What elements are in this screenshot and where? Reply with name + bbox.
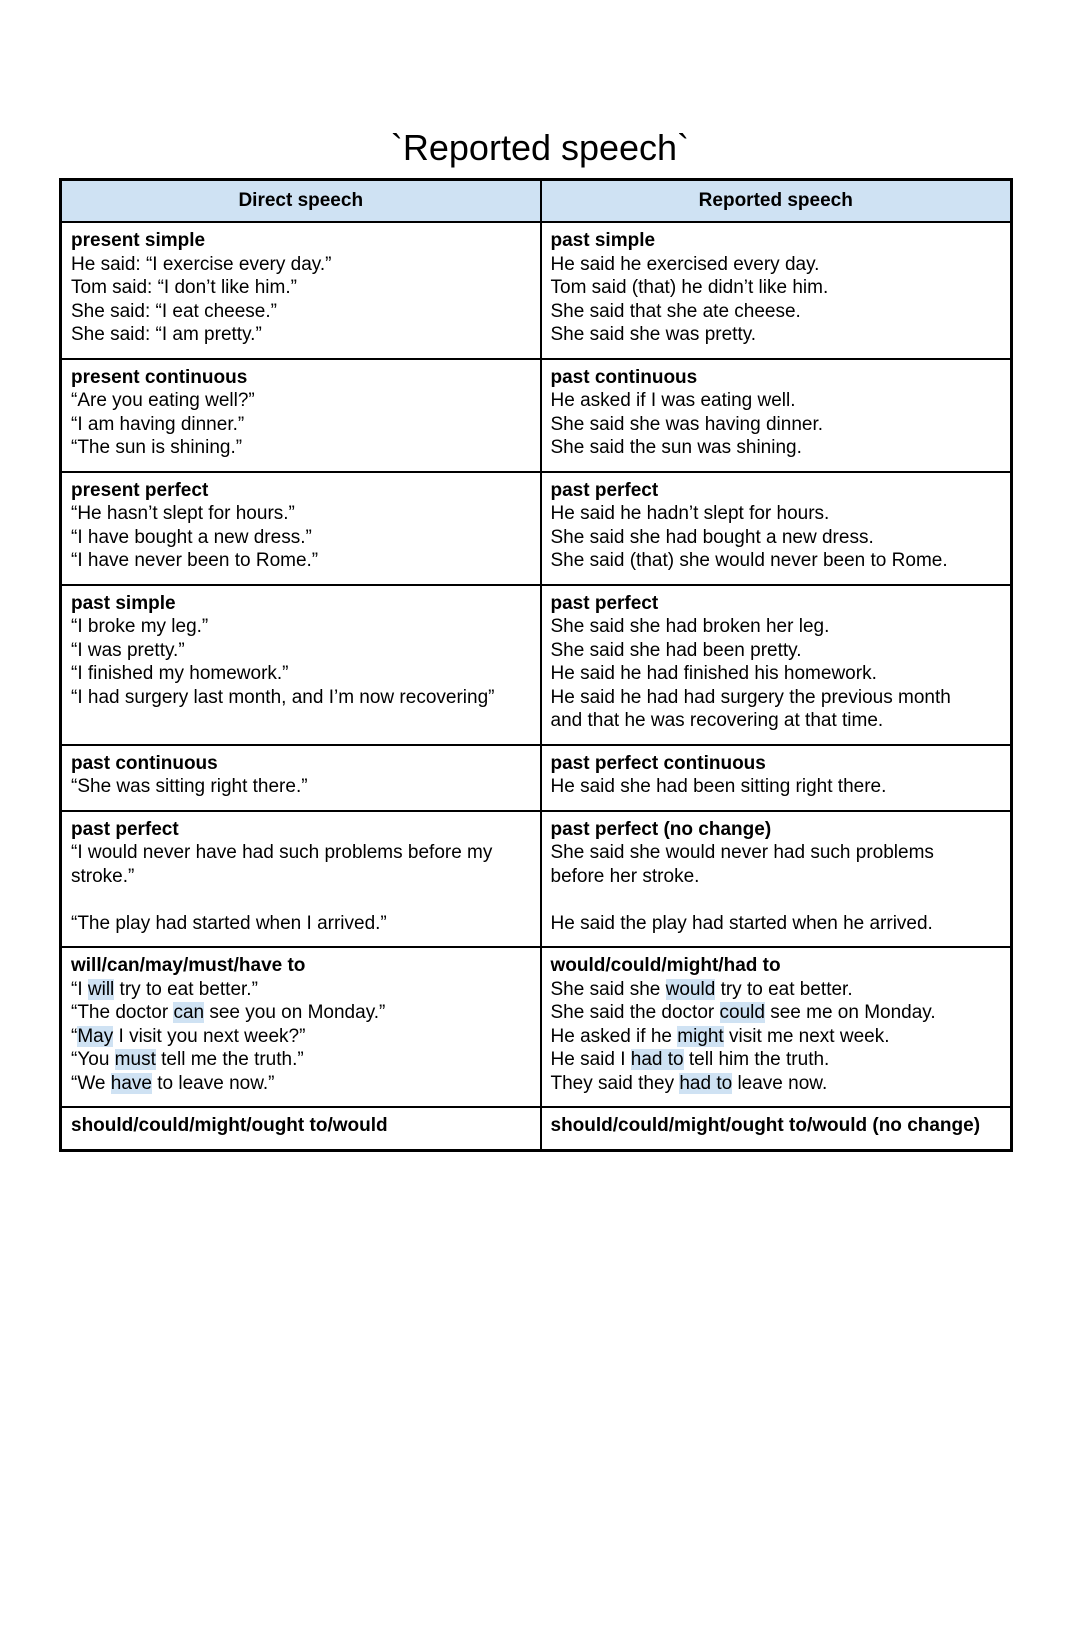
example-line: “Are you eating well?” — [71, 390, 255, 411]
example-line: “The sun is shining.” — [71, 437, 243, 458]
table-row — [61, 811, 1012, 948]
cell-reported — [541, 585, 1012, 745]
tense-heading: present perfect — [71, 479, 209, 501]
cell-reported — [541, 222, 1012, 359]
example-line: She said she had bought a new dress. — [550, 526, 874, 548]
text-segment: leave now. — [732, 1072, 828, 1094]
tense-heading: present continuous — [71, 366, 248, 388]
example-line: She said: “I eat cheese.” — [71, 300, 277, 322]
table-header-row — [61, 180, 1012, 223]
example-line — [551, 1048, 1002, 1072]
cell-direct — [61, 947, 541, 1107]
example-line: “I had surgery last month, and I’m now recovering” — [71, 686, 495, 708]
example-line — [71, 1025, 531, 1049]
cell-direct — [61, 472, 541, 585]
tense-heading: past perfect continuous — [550, 752, 766, 774]
table-row — [61, 222, 1012, 359]
table-row — [61, 745, 1012, 811]
example-line: Tom said: “I don’t like him.” — [71, 277, 297, 298]
cell-reported — [541, 745, 1012, 811]
example-line: He said he had finished his homework. — [550, 663, 877, 684]
text-segment: “ — [71, 1025, 78, 1047]
tense-heading: present simple — [71, 230, 206, 251]
example-line: He said the play had started when he arrived. — [550, 912, 933, 934]
highlighted-modal-word: will — [87, 978, 115, 1000]
text-segment: tell him the truth. — [683, 1049, 830, 1070]
highlighted-modal-word: had to — [630, 1049, 684, 1070]
example-line — [551, 1072, 1002, 1096]
example-line: He said he hadn’t slept for hours. — [550, 503, 830, 524]
table-row — [61, 947, 1012, 1107]
tense-heading: past continuous — [550, 366, 698, 388]
blank-line — [551, 888, 1002, 912]
example-line: “I was pretty.” — [71, 639, 185, 661]
tense-heading: will/can/may/must/have to — [71, 955, 306, 976]
text-segment: “You — [71, 1049, 115, 1070]
example-line: “I finished my homework.” — [71, 663, 289, 684]
table-row — [61, 359, 1012, 472]
example-line: Tom said (that) he didn’t like him. — [550, 277, 829, 298]
example-line: She said: “I am pretty.” — [71, 324, 262, 345]
example-line: She said (that) she would never been to Rome. — [550, 550, 948, 571]
cell-reported — [541, 359, 1012, 472]
tense-heading: past simple — [550, 230, 656, 251]
example-line: stroke.” — [71, 865, 135, 887]
highlighted-modal-word: have — [110, 1072, 152, 1094]
table-row — [61, 585, 1012, 745]
tense-heading: should/could/might/ought to/would — [71, 1115, 388, 1136]
tense-heading: past perfect — [550, 592, 659, 614]
example-line — [551, 978, 1002, 1002]
tense-heading: past perfect — [71, 818, 179, 840]
tense-heading: past continuous — [71, 752, 218, 774]
text-segment: He said I — [550, 1049, 631, 1070]
example-line: “The play had started when I arrived.” — [71, 912, 387, 934]
text-segment: see me on Monday. — [764, 1002, 936, 1023]
table-row — [61, 472, 1012, 585]
example-line: She said she was pretty. — [550, 324, 757, 345]
example-line: He said he exercised every day. — [550, 253, 820, 275]
text-segment: “The doctor — [71, 1002, 174, 1023]
text-segment: She said the doctor — [550, 1002, 720, 1023]
table-row — [61, 1107, 1012, 1150]
blank-line — [71, 888, 531, 912]
highlighted-modal-word: could — [719, 1002, 765, 1023]
example-line: She said she would never had such problems — [550, 842, 934, 863]
text-segment: try to eat better. — [715, 978, 853, 1000]
example-line: He asked if I was eating well. — [550, 390, 796, 411]
example-line — [71, 1001, 531, 1025]
example-line: “I am having dinner.” — [71, 413, 245, 435]
text-segment: “I — [71, 978, 88, 1000]
cell-reported — [541, 1107, 1012, 1150]
example-line: She said she was having dinner. — [550, 413, 824, 435]
cell-reported — [541, 811, 1012, 948]
text-segment: “We — [71, 1072, 111, 1094]
example-line: She said the sun was shining. — [550, 437, 802, 458]
example-line — [71, 978, 531, 1002]
text-segment: visit me next week. — [723, 1025, 890, 1047]
page-title: `Reported speech` — [390, 127, 690, 168]
example-line — [71, 1048, 531, 1072]
cell-direct — [61, 745, 541, 811]
reported-speech-table — [59, 178, 1013, 1152]
highlighted-modal-word: might — [677, 1025, 724, 1047]
header-direct-speech: Direct speech — [61, 180, 541, 223]
text-segment: I visit you next week?” — [113, 1025, 306, 1047]
example-line: “I have bought a new dress.” — [71, 526, 312, 548]
example-line: “I would never have had such problems before my — [71, 842, 493, 863]
cell-direct — [61, 811, 541, 948]
tense-heading: would/could/might/had to — [550, 955, 781, 976]
text-segment: tell me the truth.” — [155, 1049, 304, 1070]
example-line: “He hasn’t slept for hours.” — [71, 503, 295, 524]
highlighted-modal-word: would — [665, 978, 716, 1000]
example-line: “I have never been to Rome.” — [71, 550, 319, 571]
highlighted-modal-word: had to — [679, 1072, 733, 1094]
example-line: and that he was recovering at that time. — [550, 710, 884, 731]
example-line: before her stroke. — [550, 865, 700, 887]
text-segment: to leave now.” — [151, 1072, 275, 1094]
text-segment: He asked if he — [550, 1025, 678, 1047]
text-segment: They said they — [550, 1072, 680, 1094]
example-line — [71, 1072, 531, 1096]
example-line: He said: “I exercise every day.” — [71, 253, 332, 275]
example-line: She said she had been pretty. — [550, 639, 802, 661]
highlighted-modal-word: May — [77, 1025, 114, 1047]
example-line: “I broke my leg.” — [71, 616, 209, 637]
example-line: “She was sitting right there.” — [71, 776, 308, 797]
example-line: She said she had broken her leg. — [550, 616, 830, 637]
header-reported-speech: Reported speech — [541, 180, 1012, 223]
document-page — [0, 127, 1080, 1652]
tense-heading: past perfect — [550, 479, 659, 501]
cell-direct — [61, 359, 541, 472]
highlighted-modal-word: must — [114, 1049, 156, 1070]
example-line: He said he had had surgery the previous month — [550, 686, 951, 708]
text-segment: see you on Monday.” — [204, 1002, 386, 1023]
tense-heading: should/could/might/ought to/would (no change) — [550, 1115, 981, 1136]
example-line — [551, 1001, 1002, 1025]
example-line — [551, 1025, 1002, 1049]
cell-direct — [61, 585, 541, 745]
example-line: He said she had been sitting right there. — [550, 776, 887, 797]
example-line: She said that she ate cheese. — [550, 300, 801, 322]
text-segment: try to eat better.” — [114, 978, 258, 1000]
text-segment: She said she — [550, 978, 666, 1000]
tense-heading: past perfect (no change) — [550, 818, 772, 840]
tense-heading: past simple — [71, 592, 176, 614]
cell-reported — [541, 947, 1012, 1107]
cell-reported — [541, 472, 1012, 585]
highlighted-modal-word: can — [173, 1002, 205, 1023]
cell-direct — [61, 1107, 541, 1150]
cell-direct — [61, 222, 541, 359]
